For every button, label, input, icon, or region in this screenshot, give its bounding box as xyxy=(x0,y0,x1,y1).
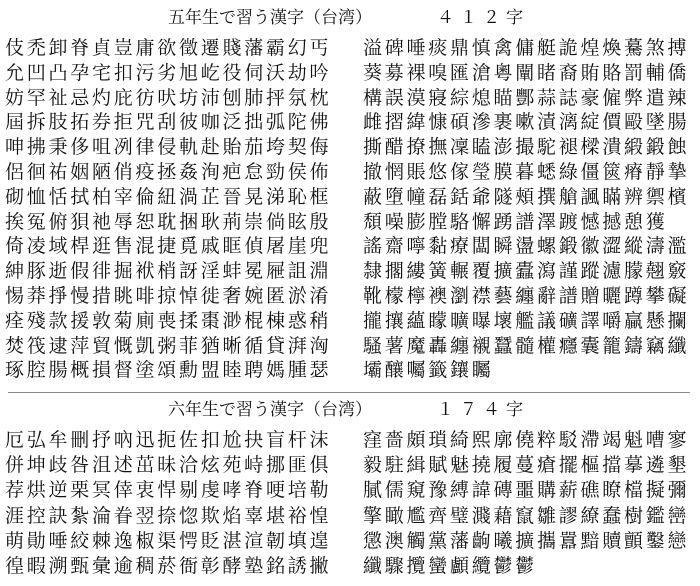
kanji-row: 頹噪膨膛駱懈踴譜澤踱憾撼憩獲 xyxy=(363,210,668,233)
grade5-count: ４１２字 xyxy=(437,8,529,28)
kanji-row: 呻拂秉侈咀冽律侵軌赴貽茄垮契侮 xyxy=(5,136,332,159)
kanji-row: 允凹凸孕宅扣污劣旭屹役伺沃劫吟 xyxy=(5,61,332,84)
kanji-row: 徨暇溯甄彙逾稠菸衙彰酵塾銘誘撇 xyxy=(5,554,332,577)
grade6-heading xyxy=(0,399,700,421)
kanji-row: 痊殘款援敦菊廁喪揉棗渺棍棟惑稍 xyxy=(5,309,332,332)
kanji-row: 靴檬檸襖瀏襟藝纏辭譜贈曬蹲攀礙 xyxy=(363,284,690,307)
grade6-title: 六年生で習う漢字（台湾） xyxy=(168,400,372,420)
section-divider xyxy=(8,392,690,393)
kanji-row: 倚凌域桿逛售混捷覓戚眶偵屠崖兜 xyxy=(5,235,332,258)
kanji-row: 厄弘牟刪抒吶迅扼佐扣尬抉盲杆沫 xyxy=(5,429,332,451)
grade6-right-column xyxy=(363,428,698,579)
kanji-row: 紳豚逝假徘掘袱梢訝淫蚌冕屜詛淵 xyxy=(5,260,332,283)
kanji-row: 懲澳觸黨藩齣曦擴攜囂黯贖顫鑿戀 xyxy=(363,529,690,552)
kanji-row: 伎禿卸脊貞豈庸欲徵遷賤藩霸幻丐 xyxy=(5,37,332,59)
kanji-row: 謠齋嚀黏療闆瞬盪螺鍛徽澀縱濤濫 xyxy=(363,235,690,258)
kanji-row: 併坤歧咎沮述茁昧洽炫苑峙挪匪俱 xyxy=(5,454,332,477)
grade6-left-column xyxy=(5,428,345,579)
grade6-count: １７４字 xyxy=(437,400,529,420)
kanji-row: 挨冤俯狽祂辱恕耽捆耿荊崇倘眩殷 xyxy=(5,210,332,233)
kanji-row: 萌勛唾絞棘逸椒渠愕貶湛渲韌填遑 xyxy=(5,529,332,552)
kanji-row: 妨罕祉忌灼庇彷吠坊沛刨肺抨氛枕 xyxy=(5,86,332,109)
grade5-right-column xyxy=(363,36,698,383)
kanji-row: 荐烘逆栗冥倖衷悍剔虔哮脊哽培勒 xyxy=(5,479,332,502)
kanji-row: 騷薯魔轟纏襯蠶髓權癮囊籠鑄竊纖 xyxy=(363,334,690,357)
kanji-row: 蔽墮幢磊銛爺隧頰撰艙諷瞞辨禦檳 xyxy=(363,185,690,208)
kanji-row: 構誤漠寢綜熄瞄酆蒜誌豪僱弊遣辣 xyxy=(363,86,690,109)
grade5-title: 五年生で習う漢字（台湾） xyxy=(168,8,372,28)
kanji-row: 隸擱縷簧輾覆擴蠹瀉謹蹤濾朦翹竅 xyxy=(363,260,690,283)
kanji-row: 屆拆肢拓券拒咒刮彼咖泛拙弧陀佛 xyxy=(5,111,332,134)
kanji-row: 雌摺緯慷碩滲裹嗽漬漓綻價毆墜腸 xyxy=(363,111,690,134)
kanji-row: 攏攘蘊矇曠曝壞艦議礦譯嚼贏懸攔 xyxy=(363,309,690,332)
kanji-row: 撕醋撩撫凜瞌澎撮駝褪樑潰緞鍛蝕 xyxy=(363,136,690,159)
kanji-row: 砌恤恬拭柏宰倫紐渦芷晉晃涕恥框 xyxy=(5,185,332,208)
kanji-row: 窪嗇頗瑣綺熙廓僥粹駁滯竭魁嘈寥 xyxy=(363,429,690,451)
kanji-row: 撤惘賬悠傢瑩膜暮蟋綠僵篋瘠靜摯 xyxy=(363,160,690,183)
kanji-row: 纖驟攬蠻顱纜鬱鬱 xyxy=(363,554,538,577)
kanji-row: 壩釀囑籤鑲矚 xyxy=(363,359,494,382)
kanji-row: 毅駐緝賦魅撓履蔓瘡擺樞擋摹遴墾 xyxy=(363,454,690,477)
kanji-row: 侶徊祐姻陋俏疫拯姦洵疤怠勁侯佈 xyxy=(5,160,332,183)
kanji-row: 惕莽掙慢措眺啡掠悼徙奢婉匿淤淆 xyxy=(5,284,332,307)
kanji-row: 葵募裸嗅匯滄粵闡睹裔賄賂罰輔僑 xyxy=(363,61,690,84)
kanji-row: 焚筏逮萍貿慨凱粥菲猶晰循貸湃洶 xyxy=(5,334,332,357)
kanji-row: 溢碑唾痰鼎慎禽傭艇詭煌煥驀煞搏 xyxy=(363,37,690,59)
kanji-row: 琢腔腸概損督塗頌勳盟睦聘媽腫瑟 xyxy=(5,359,332,382)
kanji-row: 擎瞰尷齊璧濺藉竄雛謬繚蠢樹鑑巒 xyxy=(363,504,690,527)
kanji-row: 膩儒窺豫縛諱磚噩購薪礁瞭檔擬彌 xyxy=(363,479,690,502)
kanji-row: 涯控訣紮淪眷翌捺惚欺焰辜堪裕惶 xyxy=(5,504,332,527)
grade5-heading xyxy=(0,7,700,29)
grade5-left-column xyxy=(5,36,345,383)
